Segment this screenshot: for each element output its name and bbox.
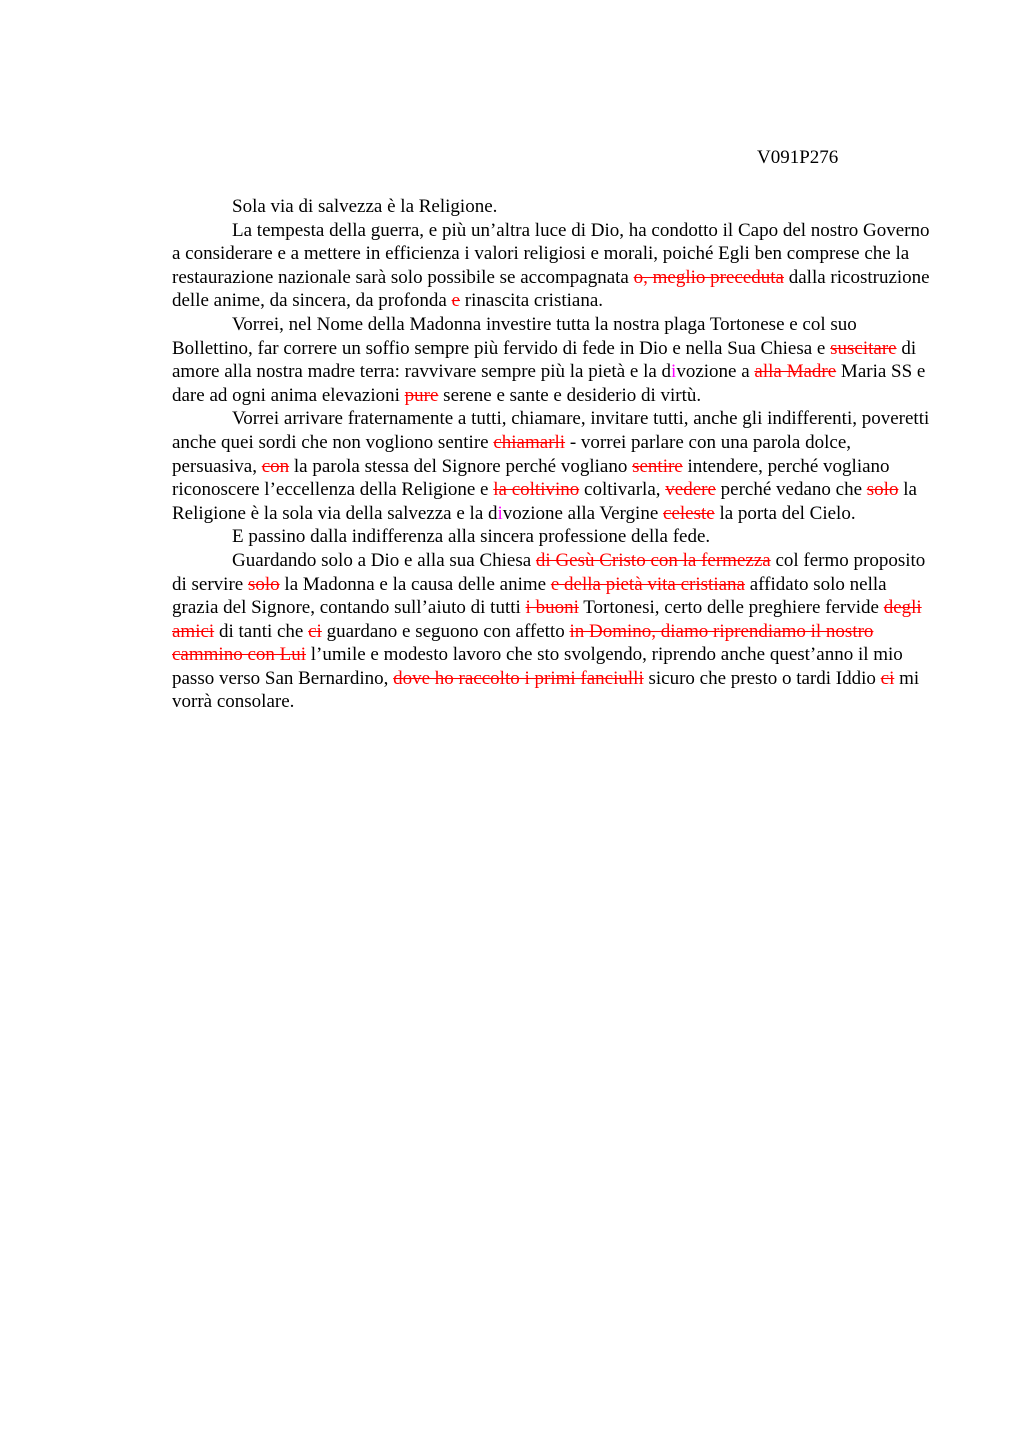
text-run: La tempesta della guerra, e più un’altra luce di Dio, ha condotto il Capo del nostro Governo a considerare e a mettere in efficienza i valori religiosi e morali, poiché Egli ben comprese che la restaurazione nazionale sarà solo possibile se accompagnata xyxy=(172,219,930,288)
text-run: l’umile e modesto lavoro che sto svolgendo, riprendo anche quest’anno il mio passo verso San Bernardino, xyxy=(172,644,903,689)
text-run: di amore alla nostra madre terra: ravvivare sempre più la pietà e la d xyxy=(172,337,917,383)
text-run: sicuro che presto o tardi Iddio xyxy=(643,667,881,689)
deleted-text: pure xyxy=(404,384,439,406)
page-id: V091P276 xyxy=(757,147,839,168)
text-run: di tanti che xyxy=(214,620,309,642)
text-run: Maria SS e dare ad ogni anima elevazioni xyxy=(172,361,926,406)
text-run: serene e sante e desiderio di virtù. xyxy=(438,384,702,406)
deleted-text: solo xyxy=(866,479,899,501)
deleted-text: e xyxy=(451,290,461,312)
inserted-text: i xyxy=(497,502,503,524)
text-run: dalla ricostruzione delle anime, da sincera, da profonda xyxy=(172,266,930,312)
text-run: col fermo proposito di servire xyxy=(172,549,926,595)
text-run: mi vorrà consolare. xyxy=(172,667,920,713)
deleted-text: vedere xyxy=(665,479,716,501)
text-run: la porta del Cielo. xyxy=(714,502,856,524)
deleted-text: ci xyxy=(880,667,895,689)
deleted-text: di Gesù Cristo con la fermezza xyxy=(535,549,771,571)
text-run: Guardando solo a Dio e alla sua Chiesa xyxy=(232,549,536,571)
text-run: - vorrei parlare con una parola dolce, persuasiva, xyxy=(172,431,852,477)
paragraph xyxy=(172,549,932,714)
text-run: coltivarla, xyxy=(579,479,666,501)
text-run: la parola stessa del Signore perché vogliano xyxy=(289,455,633,477)
text-run: Vorrei, nel Nome della Madonna investire tutta la nostra plaga Tortonese e col suo Bollettino, far correre un soffio sempre più fervido di fede in Dio e nella Sua Chiesa e xyxy=(172,313,857,359)
deleted-text: la coltivino xyxy=(493,479,580,501)
text-run: Vorrei arrivare fraternamente a tutti, chiamare, invitare tutti, anche gli indifferenti, poveretti anche quei sordi che non vogliono sentire xyxy=(172,408,930,453)
deleted-text: ci xyxy=(308,620,322,642)
deleted-text: solo xyxy=(247,573,280,595)
text-run: Sola via di salvezza è la Religione. xyxy=(232,196,498,217)
deleted-text: i buoni xyxy=(525,597,579,619)
deleted-text: degli amici xyxy=(172,597,922,642)
text-run: affidato solo nella grazia del Signore, contando sull’aiuto di tutti xyxy=(172,573,887,619)
paragraph xyxy=(172,219,932,313)
text-run: Tortonesi, certo delle preghiere fervide xyxy=(578,597,884,619)
paragraph xyxy=(172,313,932,407)
text-run: rinascita cristiana. xyxy=(460,290,604,312)
text-run: E passino dalla indifferenza alla sincera professione della fede. xyxy=(232,526,711,548)
deleted-text: alla Madre xyxy=(754,361,837,383)
text-run: guardano e seguono con affetto xyxy=(321,620,570,642)
deleted-text: sentire xyxy=(632,455,683,477)
text-run: vozione alla Vergine xyxy=(502,502,664,524)
deleted-text: chiamarli xyxy=(493,431,566,453)
paragraph xyxy=(172,525,932,549)
document-body xyxy=(172,195,932,714)
deleted-text: celeste xyxy=(663,502,715,524)
deleted-text: dove ho raccolto i primi fanciulli xyxy=(393,667,644,689)
deleted-text: suscitare xyxy=(830,337,897,359)
paragraph xyxy=(172,407,932,525)
paragraph xyxy=(172,195,932,219)
inserted-text: i xyxy=(671,361,677,383)
deleted-text: in Domino, diamo riprendiamo il nostro cammino con Lui xyxy=(172,620,874,666)
deleted-text: e della pietà vita cristiana xyxy=(550,573,745,595)
text-run: la Religione è la sola via della salvezza e la d xyxy=(172,479,917,524)
text-run: vozione a xyxy=(676,361,755,383)
text-run: perché vedano che xyxy=(715,479,867,501)
deleted-text: con xyxy=(261,455,290,477)
text-run: la Madonna e la causa delle anime xyxy=(279,573,551,595)
deleted-text: o, meglio preceduta xyxy=(633,266,784,288)
text-run: intendere, perché vogliano riconoscere l’eccellenza della Religione e xyxy=(172,455,890,501)
